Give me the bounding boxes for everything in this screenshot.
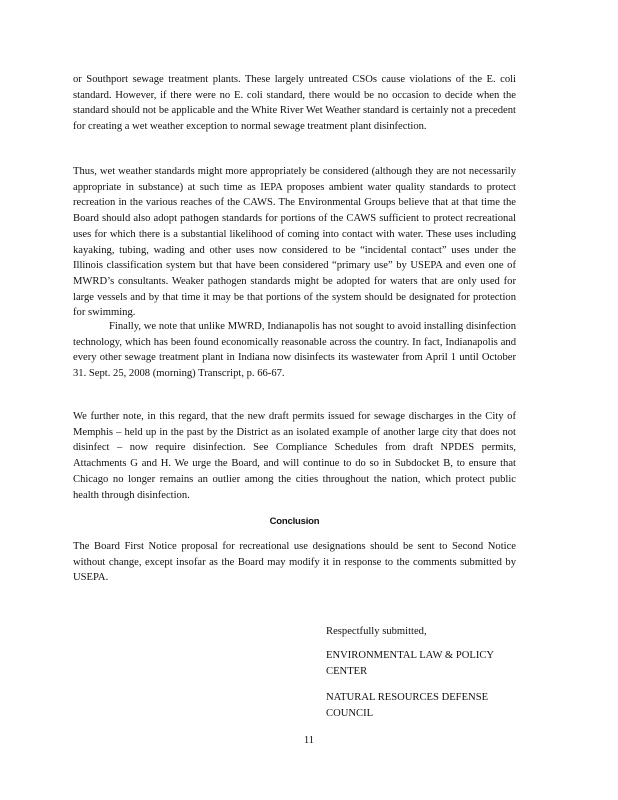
signature-org-nrdc: [326, 690, 516, 721]
paragraph-indianapolis: Finally, we note that unlike MWRD, Indianapolis has not sought to avoid installing disinfection technology, which has been found economically reasonable across the country. In fact, Indianapolis and every other sewage treatment plant in Indiana now disinfects its wastewater from April 1 until October 31. Sept. 25, 2008 (morning) Transcript, p. 66-67.: [73, 321, 516, 380]
signature-org-elpc-line2: CENTER: [326, 665, 368, 677]
signature-org-elpc: [326, 648, 516, 679]
paragraph-conclusion: The Board First Notice proposal for recreational use designations should be sent to Second Notice without change, except insofar as the Board may modify it in response to the comments submitted by USEPA.: [73, 541, 516, 584]
section-heading-conclusion: Conclusion: [269, 516, 320, 527]
page-number: 11: [303, 735, 315, 746]
signature-org-nrdc-line2: COUNCIL: [326, 707, 374, 719]
paragraph-southport: or Southport sewage treatment plants. These largely untreated CSOs cause violations of the E. coli standard. However, if there were no E. coli standard, there would be no occasion to decide when the standard should not be applicable and the White River Wet Weather standard is certainly not a precedent for creating a wet weather exception to normal sewage treatment plant disinfection.: [73, 74, 516, 133]
signature-org-nrdc-line1: NATURAL RESOURCES DEFENSE: [326, 692, 489, 703]
signature-closing: Respectfully submitted,: [326, 626, 427, 637]
paragraph-wet-weather-standards: Thus, wet weather standards might more appropriately be considered (although they are not necessarily appropriate in substance) at such time as IEPA proposes ambient water quality standards to protect recreation in the various reaches of the CAWS. The Environmental Groups believe that at that time the Board should also adopt pathogen standards for portions of the CAWS sufficient to protect recreational uses for which there is a substantial likelihood of coming into contact with water. These uses including kayaking, tubing, wading and other uses now considered to be “incidental contact” uses under the Illinois classification system but that have been considered “primary use” by USEPA and even one of MWRD’s consultants. Weaker pathogen standards might be adopted for waters that are only used for large vessels and by that time it may be that portions of the system should be designated for protection for swimming.: [73, 166, 516, 319]
signature-org-elpc-line1: ENVIRONMENTAL LAW & POLICY: [326, 650, 495, 661]
paragraph-memphis: We further note, in this regard, that the new draft permits issued for sewage discharges in the City of Memphis – held up in the past by the District as an isolated example of another large city that does not disinfect – now require disinfection. See Compliance Schedules from draft NPDES permits, Attachments G and H. We urge the Board, and will continue to do so in Subdocket B, to ensure that Chicago no longer remains an outlier among the cities throughout the nation, which protect public health through disinfection.: [73, 411, 516, 501]
